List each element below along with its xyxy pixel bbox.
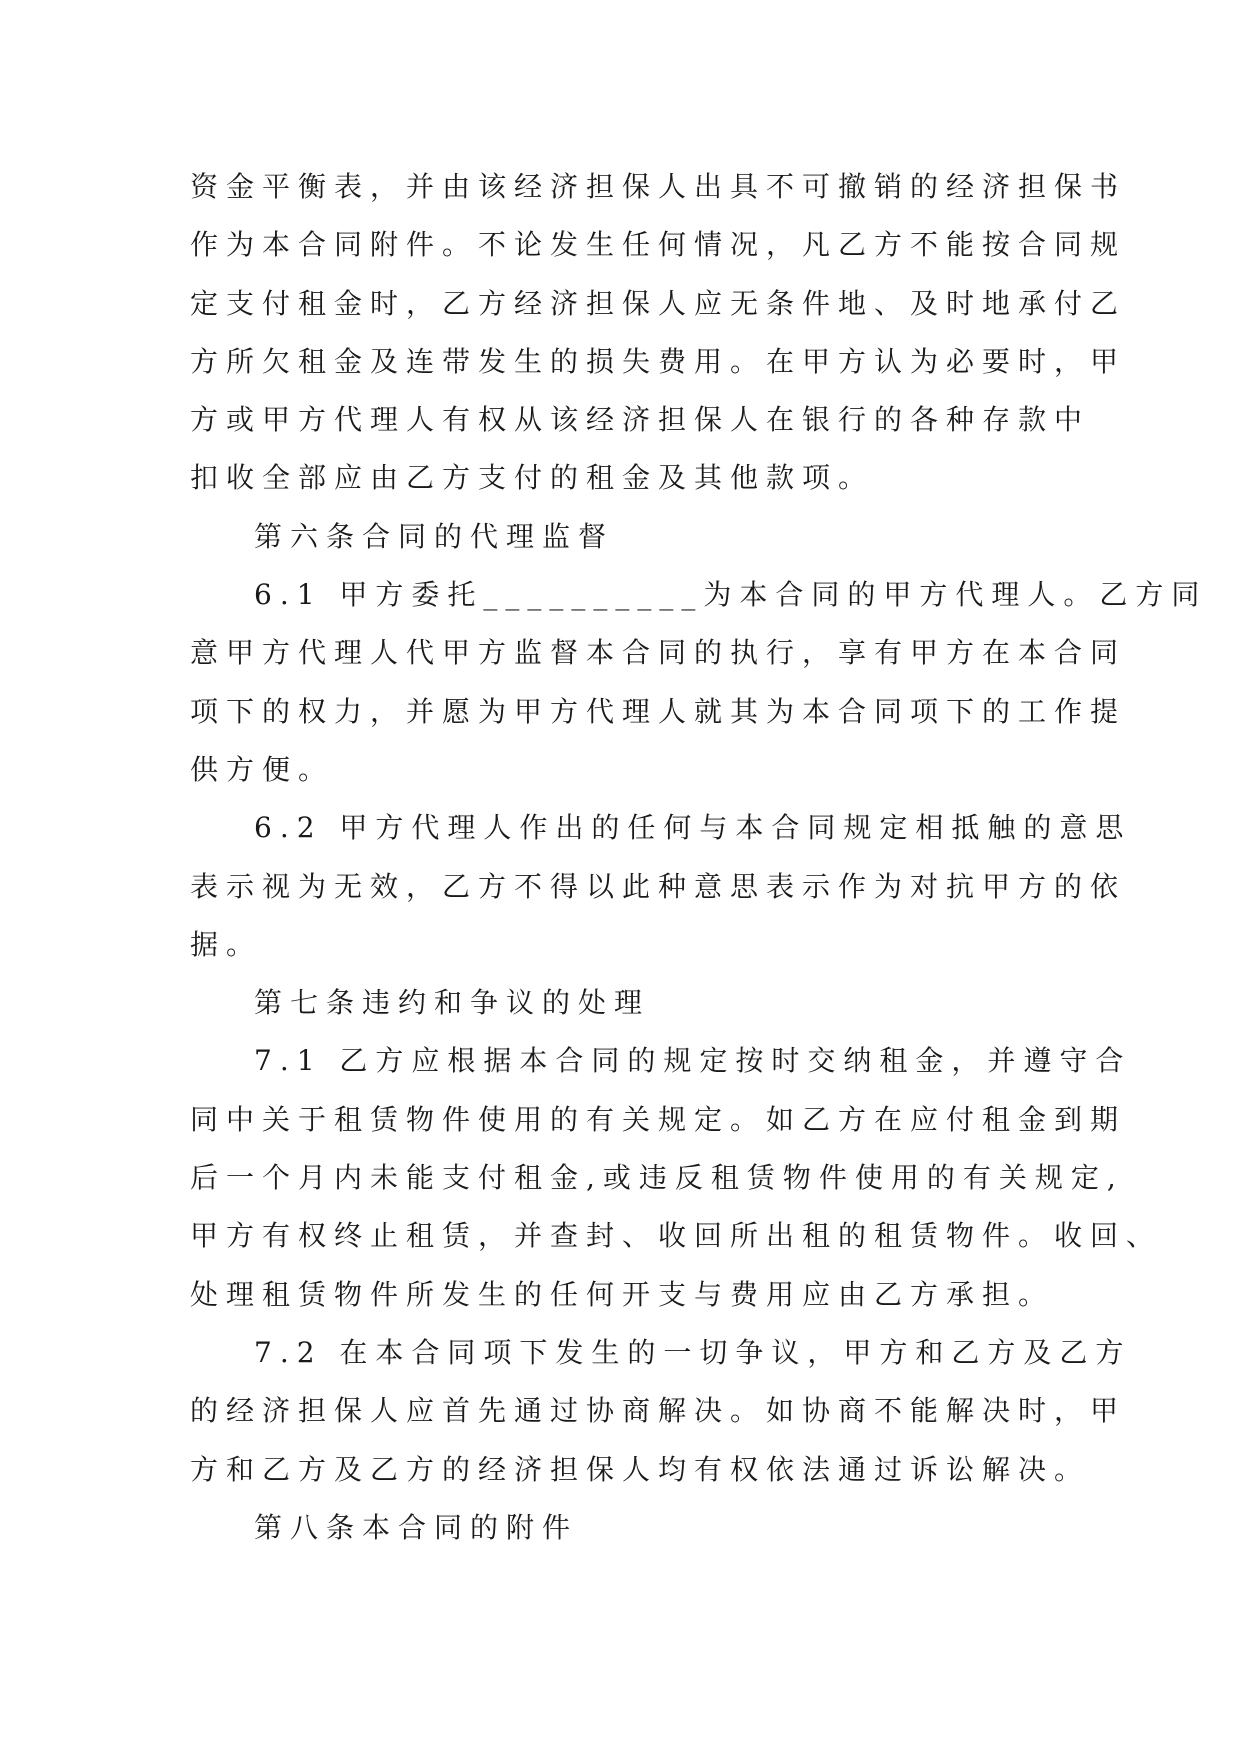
paragraph-line: 方或甲方代理人有权从该经济担保人在银行的各种存款中 <box>190 403 1091 437</box>
document-body <box>190 158 1208 1557</box>
paragraph-line: 甲方有权终止租赁，并查封、收回所出租的租赁物件。收回、 <box>190 1219 1163 1253</box>
paragraph-line: 后一个月内未能支付租金,或违反租赁物件使用的有关规定, <box>190 1161 1124 1195</box>
paragraph-line: 意甲方代理人代甲方监督本合同的执行，享有甲方在本合同 <box>190 636 1127 670</box>
paragraph-line: 供方便。 <box>190 752 335 786</box>
clause-7-1-line: 7.1 乙方应根据本合同的规定按时交纳租金，并遵守合 <box>254 1044 1132 1078</box>
clause-6-1-line: 6.1 甲方委托__________为本合同的甲方代理人。乙方同 <box>254 578 1208 612</box>
paragraph-line: 方所欠租金及连带发生的损失费用。在甲方认为必要时，甲 <box>190 344 1127 378</box>
paragraph-line: 同中关于租赁物件使用的有关规定。如乙方在应付租金到期 <box>190 1102 1127 1136</box>
clause-6-2-line: 6.2 甲方代理人作出的任何与本合同规定相抵触的意思 <box>254 811 1132 845</box>
section-heading-7: 第七条违约和争议的处理 <box>254 986 651 1020</box>
paragraph-line: 定支付租金时，乙方经济担保人应无条件地、及时地承付乙 <box>190 286 1127 320</box>
paragraph-line: 的经济担保人应首先通过协商解决。如协商不能解决时，甲 <box>190 1394 1127 1428</box>
paragraph-line: 处理租赁物件所发生的任何开支与费用应由乙方承担。 <box>190 1277 1055 1311</box>
paragraph-line: 方和乙方及乙方的经济担保人均有权依法通过诉讼解决。 <box>190 1452 1091 1486</box>
paragraph-line: 资金平衡表，并由该经济担保人出具不可撤销的经济担保书 <box>190 170 1127 203</box>
paragraph-line: 表示视为无效，乙方不得以此种意思表示作为对抗甲方的依 <box>190 869 1127 903</box>
section-heading-8: 第八条本合同的附件 <box>254 1510 579 1544</box>
paragraph-line: 扣收全部应由乙方支付的租金及其他款项。 <box>190 461 875 495</box>
paragraph-line: 项下的权力，并愿为甲方代理人就其为本合同项下的工作提 <box>190 694 1127 728</box>
clause-7-2-line: 7.2 在本合同项下发生的一切争议，甲方和乙方及乙方 <box>254 1335 1132 1369</box>
paragraph-line: 作为本合同附件。不论发生任何情况，凡乙方不能按合同规 <box>190 228 1127 262</box>
paragraph-line: 据。 <box>190 927 263 961</box>
section-heading-6: 第六条合同的代理监督 <box>254 519 615 553</box>
